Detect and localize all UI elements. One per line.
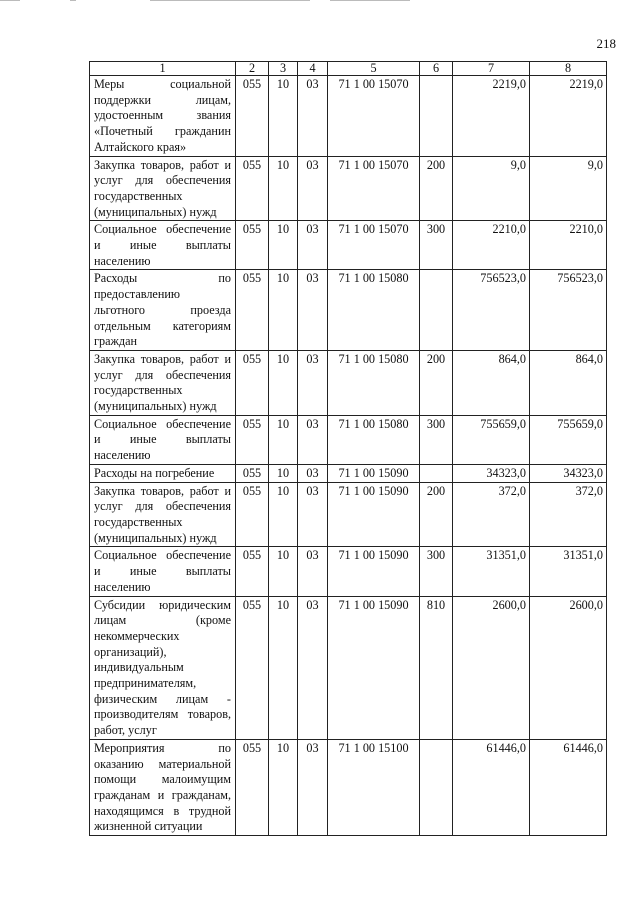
- table-row: [90, 596, 607, 739]
- scan-edge-line: [0, 0, 20, 1]
- row-target-article-cell: 71 1 00 15090: [328, 596, 420, 739]
- row-amount-approved-cell: 2219,0: [530, 76, 607, 157]
- row-subsection-cell: 03: [298, 596, 328, 739]
- row-expense-type-cell: [420, 739, 453, 835]
- table-row: [90, 156, 607, 221]
- row-section-cell: 10: [269, 464, 298, 482]
- row-ministry-code-cell: 055: [236, 464, 269, 482]
- header-row: [90, 62, 607, 76]
- row-amount-approved-cell: 2210,0: [530, 221, 607, 270]
- table-row: [90, 739, 607, 835]
- row-amount-approved-cell: 34323,0: [530, 464, 607, 482]
- row-name-cell: Социальное обеспечение и иные выплаты населению: [90, 547, 236, 596]
- row-name-cell: Меры социальной поддержки лицам, удостоенным звания «Почетный гражданин Алтайского края»: [90, 76, 236, 157]
- scan-edge-line: [150, 0, 310, 1]
- row-amount-cell: 2219,0: [453, 76, 530, 157]
- row-amount-cell: 372,0: [453, 482, 530, 547]
- row-name-cell: Мероприятия по оказанию материальной помощи малоимущим гражданам и гражданам, находящимся в трудной жизненной ситуации: [90, 739, 236, 835]
- row-amount-approved-cell: 755659,0: [530, 415, 607, 464]
- table-row: [90, 270, 607, 351]
- row-target-article-cell: 71 1 00 15080: [328, 415, 420, 464]
- row-target-article-cell: 71 1 00 15100: [328, 739, 420, 835]
- row-ministry-code-cell: 055: [236, 596, 269, 739]
- table-row: [90, 415, 607, 464]
- row-section-cell: 10: [269, 482, 298, 547]
- row-section-cell: 10: [269, 156, 298, 221]
- row-name-cell: Социальное обеспечение и иные выплаты населению: [90, 221, 236, 270]
- row-amount-approved-cell: 9,0: [530, 156, 607, 221]
- row-section-cell: 10: [269, 415, 298, 464]
- row-subsection-cell: 03: [298, 739, 328, 835]
- row-subsection-cell: 03: [298, 350, 328, 415]
- row-amount-cell: 2600,0: [453, 596, 530, 739]
- row-amount-approved-cell: 2600,0: [530, 596, 607, 739]
- column-header: 7: [453, 62, 530, 76]
- row-name-cell: Субсидии юридическим лицам (кроме некоммерческих организаций), индивидуальным предпринимателям, физическим лицам - производителям товаров, работ, услуг: [90, 596, 236, 739]
- row-amount-cell: 31351,0: [453, 547, 530, 596]
- column-header: 5: [328, 62, 420, 76]
- row-section-cell: 10: [269, 221, 298, 270]
- table-row: [90, 76, 607, 157]
- row-section-cell: 10: [269, 739, 298, 835]
- row-expense-type-cell: 300: [420, 221, 453, 270]
- table-body: [90, 76, 607, 836]
- row-target-article-cell: 71 1 00 15090: [328, 464, 420, 482]
- row-name-cell: Расходы на погребение: [90, 464, 236, 482]
- table-row: [90, 464, 607, 482]
- column-header: 3: [269, 62, 298, 76]
- row-expense-type-cell: 300: [420, 547, 453, 596]
- row-target-article-cell: 71 1 00 15070: [328, 221, 420, 270]
- row-section-cell: 10: [269, 350, 298, 415]
- row-section-cell: 10: [269, 547, 298, 596]
- row-amount-approved-cell: 756523,0: [530, 270, 607, 351]
- scan-edge-line: [70, 0, 76, 1]
- row-ministry-code-cell: 055: [236, 221, 269, 270]
- row-amount-cell: 61446,0: [453, 739, 530, 835]
- row-name-cell: Расходы по предоставлению льготного проезда отдельным категориям граждан: [90, 270, 236, 351]
- row-ministry-code-cell: 055: [236, 156, 269, 221]
- budget-table: [89, 61, 607, 836]
- row-subsection-cell: 03: [298, 156, 328, 221]
- table-row: [90, 221, 607, 270]
- row-ministry-code-cell: 055: [236, 76, 269, 157]
- row-amount-cell: 9,0: [453, 156, 530, 221]
- row-expense-type-cell: 200: [420, 482, 453, 547]
- row-subsection-cell: 03: [298, 482, 328, 547]
- row-amount-cell: 756523,0: [453, 270, 530, 351]
- row-amount-approved-cell: 61446,0: [530, 739, 607, 835]
- row-amount-approved-cell: 372,0: [530, 482, 607, 547]
- table-row: [90, 547, 607, 596]
- row-name-cell: Социальное обеспечение и иные выплаты населению: [90, 415, 236, 464]
- column-header: 1: [90, 62, 236, 76]
- row-target-article-cell: 71 1 00 15070: [328, 156, 420, 221]
- row-expense-type-cell: 810: [420, 596, 453, 739]
- row-subsection-cell: 03: [298, 270, 328, 351]
- row-subsection-cell: 03: [298, 221, 328, 270]
- column-header: 4: [298, 62, 328, 76]
- row-section-cell: 10: [269, 596, 298, 739]
- row-ministry-code-cell: 055: [236, 415, 269, 464]
- table-row: [90, 350, 607, 415]
- row-subsection-cell: 03: [298, 76, 328, 157]
- row-ministry-code-cell: 055: [236, 482, 269, 547]
- column-header: 8: [530, 62, 607, 76]
- row-expense-type-cell: 300: [420, 415, 453, 464]
- row-ministry-code-cell: 055: [236, 547, 269, 596]
- row-ministry-code-cell: 055: [236, 739, 269, 835]
- row-amount-approved-cell: 864,0: [530, 350, 607, 415]
- row-section-cell: 10: [269, 76, 298, 157]
- row-expense-type-cell: [420, 270, 453, 351]
- row-subsection-cell: 03: [298, 464, 328, 482]
- row-target-article-cell: 71 1 00 15090: [328, 547, 420, 596]
- row-amount-cell: 864,0: [453, 350, 530, 415]
- row-ministry-code-cell: 055: [236, 270, 269, 351]
- row-subsection-cell: 03: [298, 415, 328, 464]
- row-target-article-cell: 71 1 00 15090: [328, 482, 420, 547]
- row-expense-type-cell: [420, 76, 453, 157]
- table-row: [90, 482, 607, 547]
- row-subsection-cell: 03: [298, 547, 328, 596]
- row-expense-type-cell: [420, 464, 453, 482]
- row-target-article-cell: 71 1 00 15070: [328, 76, 420, 157]
- row-amount-cell: 755659,0: [453, 415, 530, 464]
- row-name-cell: Закупка товаров, работ и услуг для обеспечения государственных (муниципальных) нужд: [90, 482, 236, 547]
- row-expense-type-cell: 200: [420, 156, 453, 221]
- row-name-cell: Закупка товаров, работ и услуг для обеспечения государственных (муниципальных) нужд: [90, 350, 236, 415]
- row-target-article-cell: 71 1 00 15080: [328, 350, 420, 415]
- column-header: 2: [236, 62, 269, 76]
- page-number: 218: [596, 36, 616, 51]
- scan-edge-line: [330, 0, 410, 1]
- row-amount-approved-cell: 31351,0: [530, 547, 607, 596]
- row-section-cell: 10: [269, 270, 298, 351]
- column-header: 6: [420, 62, 453, 76]
- row-target-article-cell: 71 1 00 15080: [328, 270, 420, 351]
- row-expense-type-cell: 200: [420, 350, 453, 415]
- row-amount-cell: 2210,0: [453, 221, 530, 270]
- row-name-cell: Закупка товаров, работ и услуг для обеспечения государственных (муниципальных) нужд: [90, 156, 236, 221]
- row-amount-cell: 34323,0: [453, 464, 530, 482]
- row-ministry-code-cell: 055: [236, 350, 269, 415]
